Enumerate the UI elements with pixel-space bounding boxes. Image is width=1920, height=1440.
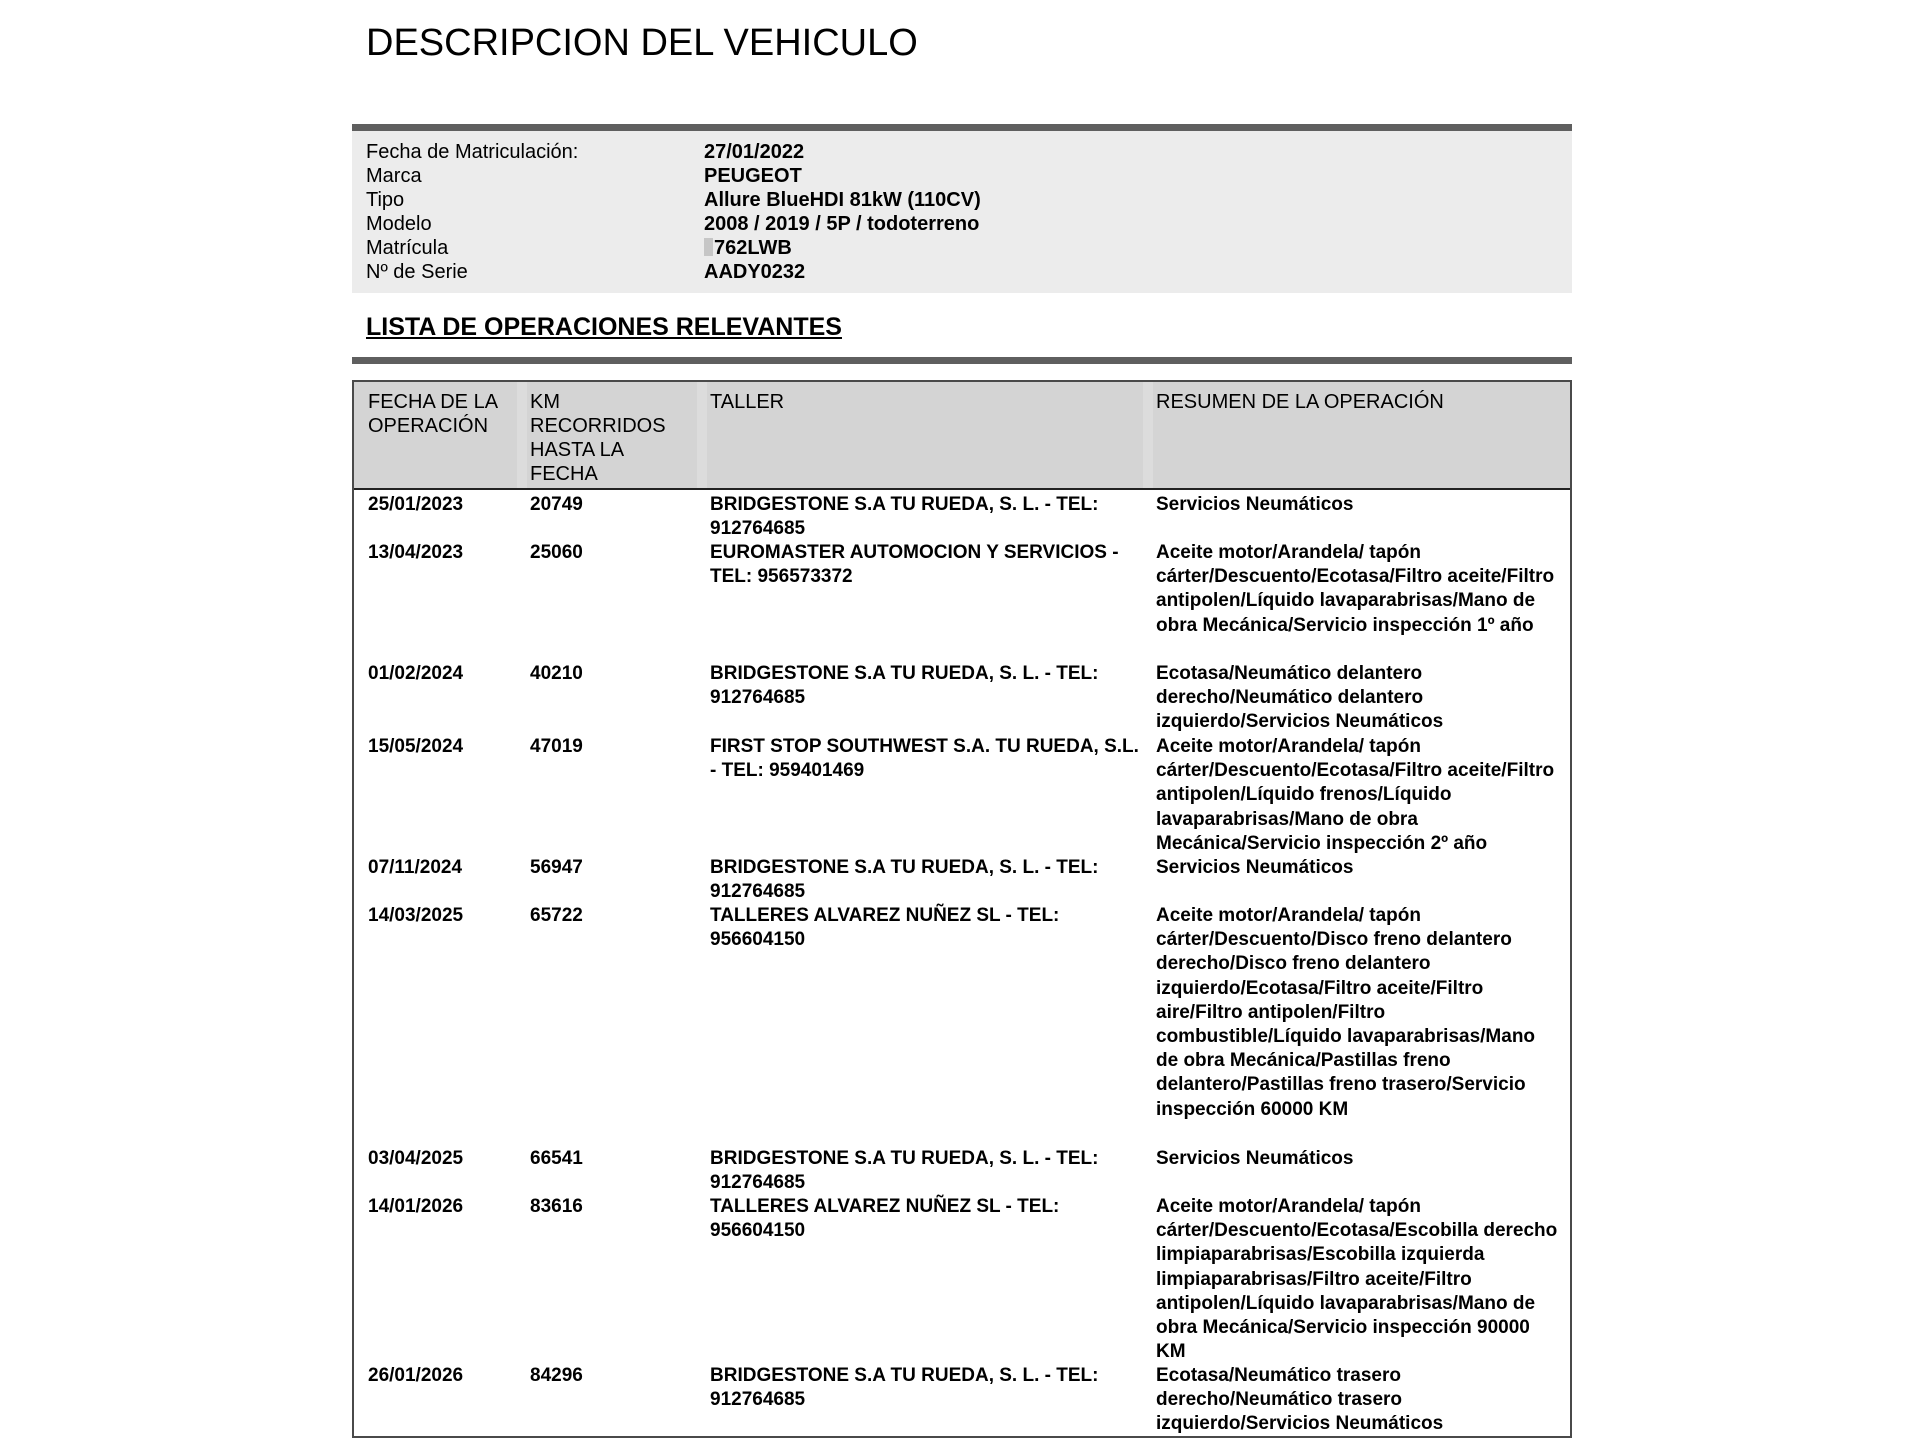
section-title: LISTA DE OPERACIONES RELEVANTES — [366, 313, 842, 341]
vehicle-value: Allure BlueHDI 81kW (110CV) — [704, 189, 981, 211]
redaction-mark — [704, 238, 713, 256]
cell-km: 56947 — [530, 857, 583, 878]
operations-table — [352, 380, 1572, 1438]
header-column-gap — [1143, 382, 1153, 488]
cell-resumen: Aceite motor/Arandela/ tapón cárter/Descuento/Ecotasa/Escobilla derecho limpiaparabrisas/Escobilla izquierda limpiaparabrisas/Filtro aceite/Filtro antipolen/Líquido lavaparabrisas/Mano de obra Mecánica/Servicio inspección 90000 KM — [1156, 1196, 1558, 1363]
table-header — [354, 382, 1570, 490]
cell-fecha: 26/01/2026 — [368, 1365, 464, 1386]
cell-resumen: Aceite motor/Arandela/ tapón cárter/Descuento/Disco freno delantero derecho/Disco freno delantero izquierdo/Ecotasa/Filtro aceite/Filtro aire/Filtro antipolen/Filtro combustible/Líquido lavaparabrisas/Mano de obra Mecánica/Pastillas freno delantero/Pastillas freno trasero/Servicio inspección 60000 KM — [1156, 905, 1536, 1120]
cell-fecha: 01/02/2024 — [368, 663, 464, 684]
vehicle-label: Nº de Serie — [366, 261, 468, 283]
vehicle-info-panel — [352, 131, 1572, 293]
cell-fecha: 07/11/2024 — [368, 857, 463, 878]
cell-km: 83616 — [530, 1196, 583, 1217]
cell-taller: TALLERES ALVAREZ NUÑEZ SL - TEL: 956604150 — [710, 1196, 1060, 1242]
vehicle-label: Tipo — [366, 189, 405, 211]
vehicle-value: AADY0232 — [704, 261, 806, 283]
cell-resumen: Ecotasa/Neumático delantero derecho/Neumático delantero izquierdo/Servicios Neumáticos — [1156, 663, 1444, 733]
cell-fecha: 25/01/2023 — [368, 494, 464, 515]
cell-resumen: Aceite motor/Arandela/ tapón cárter/Descuento/Ecotasa/Filtro aceite/Filtro antipolen/Líquido frenos/Líquido lavaparabrisas/Mano de obra Mecánica/Servicio inspección 2º año — [1156, 736, 1555, 854]
cell-taller: TALLERES ALVAREZ NUÑEZ SL - TEL: 956604150 — [710, 905, 1060, 951]
vehicle-label: Matrícula — [366, 237, 449, 259]
page-title: DESCRIPCION DEL VEHICULO — [366, 22, 918, 64]
cell-km: 40210 — [530, 663, 583, 684]
cell-taller: BRIDGESTONE S.A TU RUEDA, S. L. - TEL: 912764685 — [710, 494, 1099, 540]
cell-km: 20749 — [530, 494, 583, 515]
cell-fecha: 13/04/2023 — [368, 542, 464, 563]
license-plate-value: 762LWB — [714, 237, 792, 259]
header-resumen: RESUMEN DE LA OPERACIÓN — [1156, 391, 1444, 413]
cell-km: 66541 — [530, 1148, 583, 1169]
vehicle-value: 2008 / 2019 / 5P / todoterreno — [704, 213, 980, 235]
header-taller: TALLER — [710, 391, 785, 413]
cell-fecha: 14/01/2026 — [368, 1196, 464, 1217]
operations-top-rule — [352, 357, 1572, 364]
cell-km: 84296 — [530, 1365, 583, 1386]
header-fecha: FECHA DE LA OPERACIÓN — [368, 391, 499, 437]
cell-resumen: Servicios Neumáticos — [1156, 857, 1354, 878]
vehicle-top-rule — [352, 124, 1572, 131]
cell-km: 65722 — [530, 905, 583, 926]
cell-taller: EUROMASTER AUTOMOCION Y SERVICIOS - TEL: 956573372 — [710, 542, 1119, 588]
cell-taller: BRIDGESTONE S.A TU RUEDA, S. L. - TEL: 912764685 — [710, 1365, 1099, 1411]
cell-taller: BRIDGESTONE S.A TU RUEDA, S. L. - TEL: 912764685 — [710, 1148, 1099, 1194]
vehicle-value: 27/01/2022 — [704, 141, 805, 163]
cell-km: 47019 — [530, 736, 583, 757]
cell-taller: BRIDGESTONE S.A TU RUEDA, S. L. - TEL: 912764685 — [710, 857, 1099, 903]
cell-fecha: 15/05/2024 — [368, 736, 464, 757]
cell-fecha: 14/03/2025 — [368, 905, 464, 926]
cell-fecha: 03/04/2025 — [368, 1148, 464, 1169]
cell-resumen: Ecotasa/Neumático trasero derecho/Neumático trasero izquierdo/Servicios Neumáticos — [1156, 1365, 1444, 1435]
cell-resumen: Servicios Neumáticos — [1156, 1148, 1354, 1169]
vehicle-label: Modelo — [366, 213, 432, 235]
cell-taller: BRIDGESTONE S.A TU RUEDA, S. L. - TEL: 912764685 — [710, 663, 1099, 709]
vehicle-label: Fecha de Matriculación: — [366, 141, 579, 163]
cell-taller: FIRST STOP SOUTHWEST S.A. TU RUEDA, S.L. - TEL: 959401469 — [710, 736, 1139, 782]
header-column-gap — [517, 382, 527, 488]
vehicle-value: PEUGEOT — [704, 165, 802, 187]
header-km: KM RECORRIDOS HASTA LA FECHA — [530, 391, 666, 485]
cell-resumen: Servicios Neumáticos — [1156, 494, 1354, 515]
cell-resumen: Aceite motor/Arandela/ tapón cárter/Descuento/Ecotasa/Filtro aceite/Filtro antipolen/Líquido lavaparabrisas/Mano de obra Mecánica/Servicio inspección 1º año — [1156, 542, 1555, 636]
vehicle-label: Marca — [366, 165, 422, 187]
vehicle-value-wrapper — [704, 236, 792, 260]
cell-km: 25060 — [530, 542, 583, 563]
